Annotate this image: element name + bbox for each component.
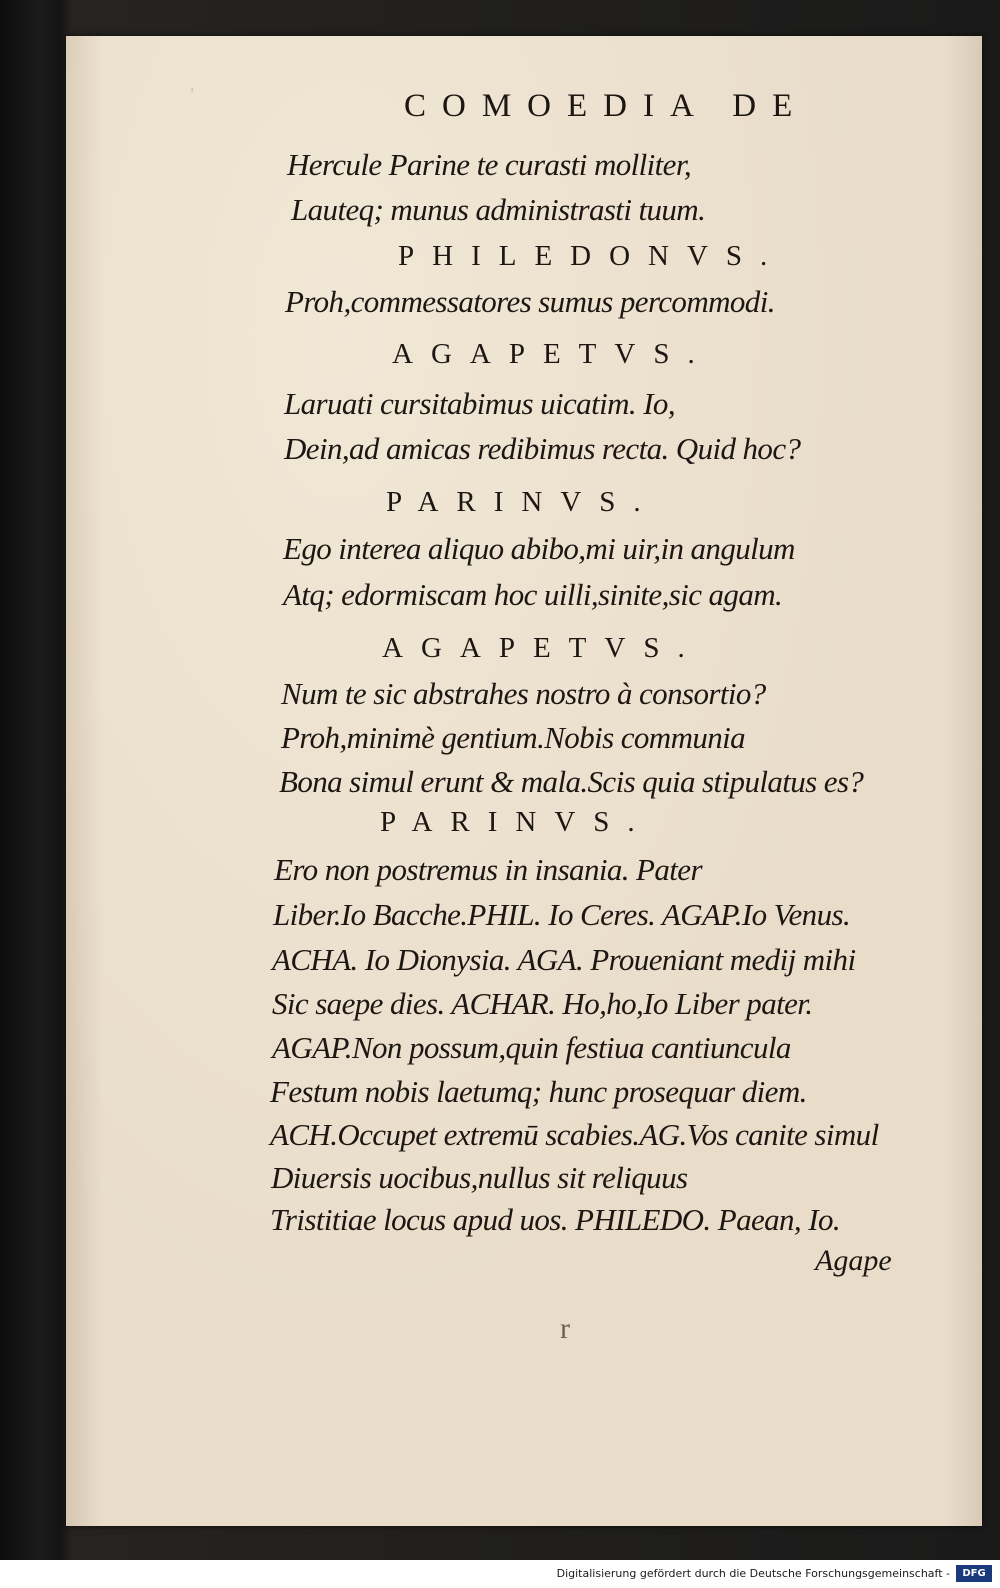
speaker-name: AGAPETVS.: [392, 338, 713, 370]
speaker-name: PHILEDONVS.: [398, 240, 786, 272]
verse-line: Liber.Io Bacche.PHIL. Io Ceres. AGAP.Io Venus.: [273, 897, 851, 932]
dfg-logo-icon[interactable]: DFG: [956, 1565, 992, 1582]
verse-line: Proh,minimè gentium.Nobis communia: [281, 720, 746, 755]
footer-credit: Digitalisierung gefördert durch die Deutsche Forschungsgemeinschaft -: [556, 1567, 950, 1580]
verse-line: ACH.Occupet extremū scabies.AG.Vos canite simul: [270, 1117, 879, 1152]
running-head: COMOEDIA DE: [404, 88, 809, 124]
verse-line: Sic saepe dies. ACHAR. Ho,ho,Io Liber pater.: [272, 986, 813, 1021]
verse-line: Diuersis uocibus,nullus sit reliquus: [271, 1160, 688, 1195]
speaker-name: PARINVS.: [386, 486, 659, 518]
verse-line: Hercule Parine te curasti molliter,: [287, 147, 692, 182]
speaker-name: PARINVS.: [380, 806, 653, 838]
verse-line: AGAP.Non possum,quin festiua cantiuncula: [272, 1030, 791, 1065]
catchword: Agape: [815, 1244, 892, 1277]
verse-line: Ero non postremus in insania. Pater: [274, 852, 702, 887]
verse-line: Atq; edormiscam hoc uilli,sinite,sic agam.: [283, 577, 783, 612]
verse-line: Bona simul erunt & mala.Scis quia stipulatus es?: [279, 764, 864, 799]
verse-line: Ego interea aliquo abibo,mi uir,in angulum: [283, 531, 795, 566]
verse-line: Lauteq; munus administrasti tuum.: [291, 192, 706, 227]
verse-line: Festum nobis laetumq; hunc prosequar diem.: [270, 1074, 807, 1109]
verse-line: Tristitiae locus apud uos. PHILEDO. Paean, Io.: [270, 1202, 840, 1237]
verse-line: Proh,commessatores sumus percommodi.: [285, 284, 775, 319]
verse-line: Laruati cursitabimus uicatim. Io,: [284, 386, 675, 421]
verse-line: ACHA. Io Dionysia. AGA. Proueniant medij mihi: [272, 942, 856, 977]
verse-line: Dein,ad amicas redibimus recta. Quid hoc?: [284, 431, 801, 466]
stray-mark: r: [560, 1312, 570, 1345]
speaker-name: AGAPETVS.: [382, 632, 703, 664]
verse-line: Num te sic abstrahes nostro à consortio?: [281, 676, 766, 711]
stray-mark: ,: [190, 74, 195, 94]
